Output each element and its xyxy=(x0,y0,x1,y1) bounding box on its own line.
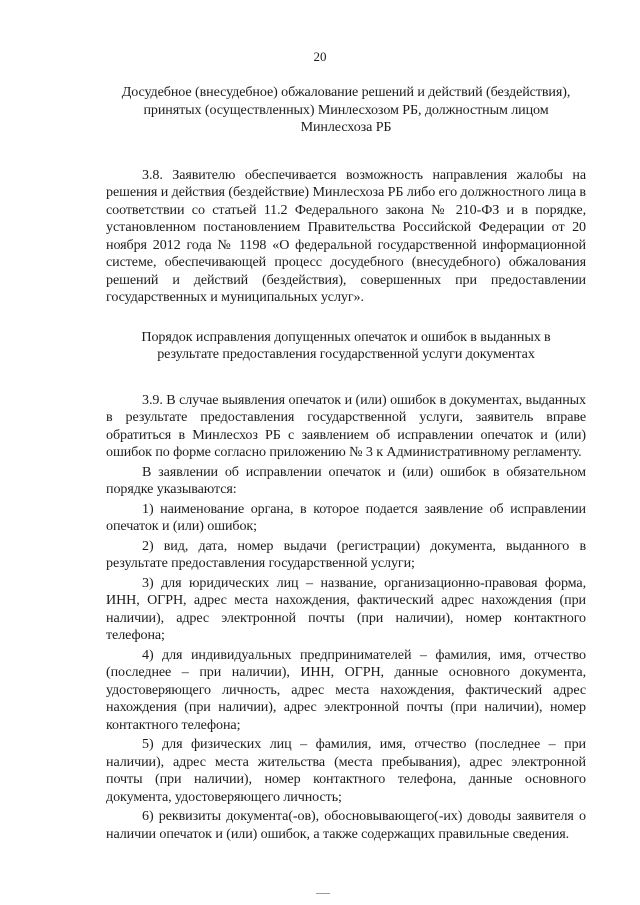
list-item: 2) вид, дата, номер выдачи (регистрации) документа, выданного в результате предоставления государственной услуги; xyxy=(106,537,586,571)
paragraph-3-8: 3.8. Заявителю обеспечивается возможность направления жалобы на решения и действия (бездействие) Минлесхоза РБ либо его должностного лица в соответствии со статьей 11.2 Федерального закона № 210-ФЗ и в порядке, установленном постановлением Правительства Российской Федерации от 20 ноября 2012 года № 1198 «О федеральной государственной информационной системе, обеспечивающей процесс досудебного (внесудебного) обжалования решений и действий (бездействия), совершенных при предоставлении государственных и муниципальных услуг». xyxy=(106,166,586,305)
list-item: 3) для юридических лиц – название, организационно-правовая форма, ИНН, ОГРН, адрес места нахождения, фактический адрес нахождения (при наличии), адрес электронной почты (при наличии), номер контактного телефона; xyxy=(106,574,586,643)
list-item: 1) наименование органа, в которое подается заявление об исправлении опечаток и (или) ошибок; xyxy=(106,500,586,534)
list-item: 4) для индивидуальных предпринимателей – фамилия, имя, отчество (последнее – при наличии), ИНН, ОГРН, данные основного документа, удостоверяющего личность, адрес места нахождения, фактический адрес нахождения (при наличии), адрес электронной почты (при наличии), номер контактного телефона; xyxy=(106,646,586,733)
paragraph-3-9: 3.9. В случае выявления опечаток и (или) ошибок в документах, выданных в результате предоставления государственной услуги, заявитель вправе обратиться в Минлесхоз РБ с заявлением об исправлении опечаток и (или) ошибок по форме согласно приложению № 3 к Административному регламенту. xyxy=(106,391,586,460)
paragraph-required-fields: В заявлении об исправлении опечаток и (или) ошибок в обязательном порядке указываются: xyxy=(106,463,586,497)
required-fields-list xyxy=(106,501,586,844)
section-heading-appeal: Досудебное (внесудебное) обжалование решений и действий (бездействия), принятых (осуществленных) Минлесхозом РБ, должностным лицом Минлесхоза РБ xyxy=(121,84,571,135)
list-item: 6) реквизиты документа(-ов), обосновывающего(-их) доводы заявителя о наличии опечаток и (или) ошибок, а также содержащих правильные сведения. xyxy=(106,808,586,842)
page-number: 20 xyxy=(313,49,327,64)
section-heading-corrections: Порядок исправления допущенных опечаток и ошибок в выданных в результате предоставления государственной услуги документах xyxy=(141,328,551,362)
scan-artifact-mark xyxy=(316,893,330,894)
list-item: 5) для физических лиц – фамилия, имя, отчество (последнее – при наличии), адрес места жительства (места пребывания), адрес электронной почты (при наличии), номер контактного телефона, данные основного документа, удостоверяющего личность; xyxy=(106,736,586,805)
document-body xyxy=(106,84,586,845)
